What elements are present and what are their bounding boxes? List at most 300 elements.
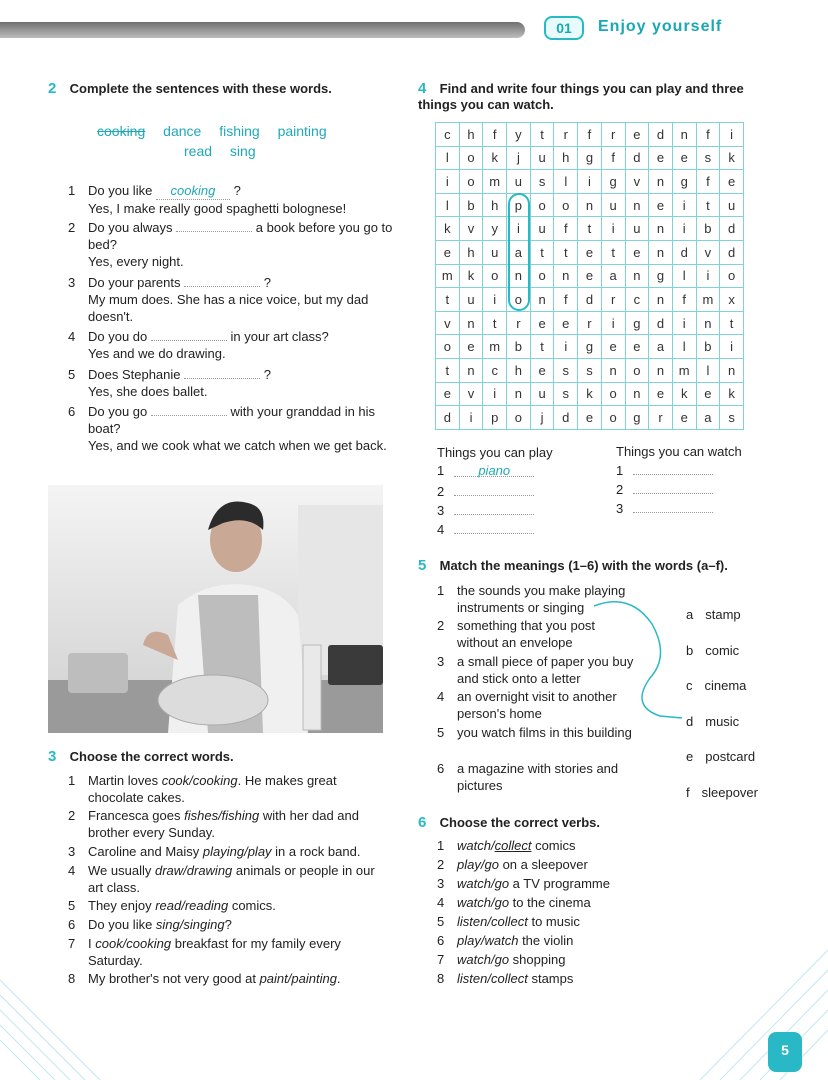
grid-cell[interactable]: e (459, 335, 483, 359)
grid-cell[interactable]: o (601, 382, 625, 406)
question-text: Do your parents (88, 275, 181, 290)
grid-cell[interactable]: p (483, 406, 507, 430)
grid-cell[interactable]: s (554, 358, 578, 382)
grid-cell[interactable]: t (530, 335, 554, 359)
grid-cell[interactable]: e (672, 146, 696, 170)
word-choice[interactable]: cook/cooking (161, 773, 238, 788)
grid-cell[interactable]: n (459, 358, 483, 382)
sentence-end: breakfast for my family every Saturday. (88, 936, 341, 968)
grid-cell[interactable]: n (649, 358, 673, 382)
item-number: 3 (437, 876, 445, 891)
grid-cell[interactable]: v (696, 240, 720, 264)
grid-cell[interactable]: n (554, 264, 578, 288)
grid-cell[interactable]: l (554, 170, 578, 194)
grid-cell[interactable]: j (507, 146, 531, 170)
grid-cell[interactable]: y (483, 217, 507, 241)
item-number: 3 (437, 654, 445, 669)
match-word[interactable] (686, 607, 741, 622)
grid-cell[interactable]: n (578, 193, 602, 217)
grid-cell[interactable]: o (507, 406, 531, 430)
grid-cell[interactable]: n (649, 217, 673, 241)
grid-cell[interactable]: t (530, 240, 554, 264)
ex2-instruction: Complete the sentences with these words. (69, 81, 332, 96)
unit-title: Enjoy yourself (598, 18, 723, 35)
answer-number: 1 (437, 463, 445, 478)
grid-cell[interactable]: o (507, 288, 531, 312)
play-answer-field[interactable]: piano (454, 463, 534, 477)
verb-option[interactable]: watch (457, 895, 491, 910)
reply-text: Yes, she does ballet. (88, 384, 208, 399)
word-choice[interactable]: read/reading (155, 898, 229, 913)
word-sing: sing (229, 143, 256, 159)
grid-cell[interactable]: c (625, 288, 649, 312)
grid-cell[interactable]: f (554, 288, 578, 312)
grid-cell[interactable]: j (530, 406, 554, 430)
match-word[interactable] (686, 678, 746, 693)
grid-cell[interactable]: u (530, 382, 554, 406)
grid-cell[interactable]: u (625, 217, 649, 241)
grid-cell[interactable]: g (578, 146, 602, 170)
word-choice[interactable]: cook/cooking (95, 936, 172, 951)
grid-cell[interactable]: o (483, 264, 507, 288)
unit-number-badge: 01 (544, 16, 584, 40)
verb-choice (437, 875, 737, 892)
grid-cell[interactable]: u (601, 193, 625, 217)
grid-cell[interactable]: f (696, 170, 720, 194)
grid-cell[interactable]: g (578, 335, 602, 359)
grid-cell[interactable]: f (554, 217, 578, 241)
item-number: 6 (68, 404, 76, 419)
verb-choice (437, 894, 737, 911)
play-answer-field[interactable] (454, 520, 534, 534)
grid-cell[interactable]: d (554, 406, 578, 430)
grid-cell[interactable]: l (436, 146, 460, 170)
ex2-item-4 (68, 328, 398, 362)
verb-option[interactable]: go (484, 857, 499, 872)
grid-cell[interactable]: o (601, 406, 625, 430)
verb-choice (437, 970, 737, 987)
verb-option[interactable]: collect (490, 914, 528, 929)
grid-cell[interactable]: b (459, 193, 483, 217)
grid-cell[interactable]: e (625, 240, 649, 264)
grid-cell[interactable]: f (696, 123, 720, 147)
grid-cell[interactable]: e (554, 311, 578, 335)
meaning-text: you watch films in this building (457, 725, 632, 740)
grid-cell[interactable]: e (625, 335, 649, 359)
grid-cell[interactable]: d (672, 240, 696, 264)
reply-text: Yes, and we cook what we catch when we get back. (88, 438, 387, 453)
grid-cell[interactable]: e (649, 146, 673, 170)
grid-cell[interactable]: c (436, 123, 460, 147)
grid-cell[interactable]: s (530, 170, 554, 194)
verb-option[interactable]: listen (457, 914, 488, 929)
item-number: 3 (68, 844, 76, 859)
grid-cell[interactable]: f (483, 123, 507, 147)
grid-cell[interactable]: n (720, 358, 744, 382)
ex2-item-5 (68, 366, 398, 400)
grid-cell[interactable]: i (672, 193, 696, 217)
answer-field[interactable] (151, 329, 227, 341)
item-number: 6 (68, 917, 76, 932)
grid-cell[interactable]: r (601, 288, 625, 312)
grid-cell[interactable]: f (578, 123, 602, 147)
item-number: 8 (437, 971, 445, 986)
grid-cell[interactable]: b (696, 217, 720, 241)
grid-cell[interactable]: p (507, 193, 531, 217)
grid-cell[interactable]: e (649, 193, 673, 217)
grid-cell[interactable]: s (554, 382, 578, 406)
ex3-heading (48, 748, 234, 765)
grid-cell[interactable]: r (507, 311, 531, 335)
grid-cell[interactable]: n (625, 382, 649, 406)
grid-cell[interactable]: d (436, 406, 460, 430)
match-word[interactable] (686, 785, 758, 800)
grid-cell[interactable]: n (459, 311, 483, 335)
grid-cell[interactable]: g (625, 311, 649, 335)
answer-number: 4 (437, 522, 445, 537)
word-letter: e (686, 749, 694, 764)
grid-cell[interactable]: t (601, 240, 625, 264)
grid-row (436, 382, 744, 406)
grid-cell[interactable]: e (625, 123, 649, 147)
grid-cell[interactable]: e (720, 170, 744, 194)
ex3-item (68, 862, 388, 896)
verb-choice (437, 837, 737, 854)
grid-cell[interactable]: a (507, 240, 531, 264)
slash: / (490, 895, 495, 910)
grid-cell[interactable]: g (649, 264, 673, 288)
grid-cell[interactable]: r (554, 123, 578, 147)
match-word[interactable] (686, 749, 755, 764)
ex3-item (68, 897, 388, 914)
grid-cell[interactable]: e (578, 264, 602, 288)
grid-cell[interactable]: d (649, 123, 673, 147)
phrase-rest: to the cinema (509, 895, 591, 910)
grid-cell[interactable]: u (459, 288, 483, 312)
grid-cell[interactable]: i (436, 170, 460, 194)
meaning-item (437, 760, 637, 794)
grid-row (436, 146, 744, 170)
grid-cell[interactable]: h (507, 358, 531, 382)
grid-cell[interactable]: n (649, 240, 673, 264)
grid-cell[interactable]: m (696, 288, 720, 312)
ex3-instruction: Choose the correct words. (69, 749, 234, 764)
play-answer-row (437, 501, 534, 518)
ex2-item-3 (68, 274, 398, 325)
grid-cell[interactable]: h (459, 123, 483, 147)
grid-cell[interactable]: o (530, 193, 554, 217)
item-number: 6 (437, 933, 445, 948)
grid-cell[interactable]: k (459, 264, 483, 288)
grid-cell[interactable]: u (483, 240, 507, 264)
ex2-item-2 (68, 219, 398, 270)
grid-cell[interactable]: n (507, 264, 531, 288)
grid-cell[interactable]: r (649, 406, 673, 430)
grid-cell[interactable]: m (483, 335, 507, 359)
grid-cell[interactable]: k (672, 382, 696, 406)
grid-cell[interactable]: i (720, 123, 744, 147)
grid-cell[interactable]: v (436, 311, 460, 335)
grid-cell[interactable]: d (578, 288, 602, 312)
grid-cell[interactable]: k (578, 382, 602, 406)
word-choice[interactable]: playing/play (202, 844, 272, 859)
item-number: 1 (437, 838, 445, 853)
grid-cell[interactable]: o (459, 146, 483, 170)
grid-cell[interactable]: d (649, 311, 673, 335)
grid-cell[interactable]: k (436, 217, 460, 241)
grid-cell[interactable]: t (696, 193, 720, 217)
grid-cell[interactable]: k (720, 382, 744, 406)
grid-cell[interactable]: a (696, 406, 720, 430)
grid-cell[interactable]: n (696, 311, 720, 335)
grid-cell[interactable]: o (625, 358, 649, 382)
verb-choice (437, 932, 737, 949)
match-word[interactable] (686, 714, 739, 729)
grid-cell[interactable]: i (601, 311, 625, 335)
verb-option[interactable]: go (494, 895, 510, 910)
grid-cell[interactable]: u (507, 170, 531, 194)
grid-cell[interactable]: m (483, 170, 507, 194)
grid-cell[interactable]: e (530, 358, 554, 382)
grid-cell[interactable]: i (720, 335, 744, 359)
word-read: read (184, 143, 213, 159)
word-choice[interactable]: draw/drawing (154, 863, 233, 878)
grid-cell[interactable]: d (720, 240, 744, 264)
answer-field[interactable] (184, 367, 260, 379)
phrase-rest: comics (531, 838, 576, 853)
ex6-item (437, 970, 737, 987)
word-fishing: fishing (219, 123, 260, 139)
answer-field[interactable] (184, 275, 260, 287)
verb-option[interactable]: play (457, 857, 481, 872)
grid-cell[interactable]: i (672, 217, 696, 241)
grid-cell[interactable]: k (483, 146, 507, 170)
grid-cell[interactable]: i (554, 335, 578, 359)
sentence-start: Francesca goes (88, 808, 185, 823)
grid-cell[interactable]: l (696, 358, 720, 382)
grid-cell[interactable]: e (530, 311, 554, 335)
phrase-rest: the violin (518, 933, 574, 948)
grid-cell[interactable]: n (530, 288, 554, 312)
answer-number: 3 (437, 503, 445, 518)
verb-option[interactable]: go (494, 876, 510, 891)
grid-cell[interactable]: h (459, 240, 483, 264)
verb-option[interactable]: go (494, 952, 510, 967)
phrase-rest: stamps (527, 971, 574, 986)
grid-cell[interactable]: o (554, 193, 578, 217)
watch-answer-field[interactable] (633, 501, 713, 513)
grid-cell[interactable]: a (601, 264, 625, 288)
ex2-heading (48, 80, 332, 97)
question-text: Do you like (88, 183, 153, 198)
grid-cell[interactable]: v (459, 217, 483, 241)
watch-answer-row (616, 463, 713, 478)
grid-cell[interactable]: a (649, 335, 673, 359)
word-choice[interactable]: paint/painting (259, 971, 337, 986)
verb-option[interactable]: watch (457, 952, 491, 967)
grid-cell[interactable]: y (507, 123, 531, 147)
grid-cell[interactable]: b (507, 335, 531, 359)
grid-cell[interactable]: l (436, 193, 460, 217)
grid-row (436, 335, 744, 359)
grid-cell[interactable]: n (625, 193, 649, 217)
grid-cell[interactable]: m (672, 358, 696, 382)
grid-cell[interactable]: d (720, 217, 744, 241)
meaning-text: something that you post without an envelope (457, 618, 596, 650)
grid-cell[interactable]: h (554, 146, 578, 170)
word-letter: c (686, 678, 693, 693)
grid-cell[interactable]: s (720, 406, 744, 430)
ex4-instruction: Find and write four things you can play and three things you can watch. (418, 81, 744, 112)
grid-cell[interactable]: o (530, 264, 554, 288)
word-cooking: cooking (97, 123, 146, 139)
grid-cell[interactable]: u (720, 193, 744, 217)
grid-cell[interactable]: t (436, 288, 460, 312)
ex5-heading (418, 557, 728, 574)
sentence (68, 897, 388, 914)
grid-cell[interactable]: d (625, 146, 649, 170)
grid-cell[interactable]: i (483, 288, 507, 312)
grid-cell[interactable]: n (601, 358, 625, 382)
grid-cell[interactable]: n (649, 170, 673, 194)
grid-cell[interactable]: r (578, 311, 602, 335)
grid-cell[interactable]: f (601, 146, 625, 170)
grid-cell[interactable]: n (649, 288, 673, 312)
ex3-item (68, 807, 388, 841)
sentence-end: . (336, 971, 341, 986)
verb-option[interactable]: watch (457, 838, 491, 853)
item-number: 2 (437, 857, 445, 872)
slash: / (480, 857, 485, 872)
grid-cell[interactable]: e (578, 240, 602, 264)
ex6-instruction: Choose the correct verbs. (439, 815, 601, 830)
grid-cell[interactable]: u (530, 146, 554, 170)
grid-cell[interactable]: e (649, 382, 673, 406)
verb-option[interactable]: listen (457, 971, 488, 986)
grid-cell[interactable]: x (720, 288, 744, 312)
question-text: Do you go (88, 404, 148, 419)
grid-cell[interactable]: e (601, 335, 625, 359)
grid-cell[interactable]: n (625, 264, 649, 288)
grid-cell[interactable]: t (578, 217, 602, 241)
sentence-start: My brother's not very good at (88, 971, 260, 986)
grid-cell[interactable]: i (601, 217, 625, 241)
ex6-item (437, 951, 737, 968)
ex6-item (437, 837, 737, 854)
grid-cell[interactable]: g (625, 406, 649, 430)
verb-option[interactable]: watch (484, 933, 519, 948)
sentence (68, 843, 388, 860)
verb-option[interactable]: watch (457, 876, 491, 891)
reply-text: Yes, every night. (88, 254, 184, 269)
word-choice[interactable]: fishes/fishing (184, 808, 260, 823)
grid-cell[interactable]: i (578, 170, 602, 194)
grid-cell[interactable]: e (436, 382, 460, 406)
verb-option[interactable]: collect (490, 971, 528, 986)
slash: / (487, 971, 491, 986)
verb-choice (437, 913, 737, 930)
grid-cell[interactable]: e (578, 406, 602, 430)
sentence (68, 772, 388, 806)
grid-cell[interactable]: r (601, 123, 625, 147)
grid-cell[interactable]: c (483, 358, 507, 382)
grid-cell[interactable]: l (672, 264, 696, 288)
grid-cell[interactable]: n (672, 123, 696, 147)
grid-cell[interactable]: i (483, 382, 507, 406)
grid-cell[interactable]: m (436, 264, 460, 288)
grid-cell[interactable]: i (696, 264, 720, 288)
verb-choice (437, 951, 737, 968)
watch-answer-field[interactable] (633, 463, 713, 475)
grid-cell[interactable]: b (696, 335, 720, 359)
word-choice[interactable]: sing/singing (155, 917, 225, 932)
meaning-text: the sounds you make playing instruments or singing (457, 583, 626, 615)
grid-cell[interactable]: v (459, 382, 483, 406)
grid-cell[interactable]: f (672, 288, 696, 312)
slash: / (490, 876, 495, 891)
play-answer-field[interactable] (454, 501, 534, 515)
grid-cell[interactable]: i (507, 217, 531, 241)
grid-cell[interactable]: i (459, 406, 483, 430)
slash: / (490, 952, 495, 967)
ex2-item-1 (68, 182, 398, 217)
grid-cell[interactable]: o (436, 335, 460, 359)
grid-cell[interactable]: n (507, 382, 531, 406)
watch-answer-field[interactable] (633, 482, 713, 494)
answer-field[interactable] (176, 220, 252, 232)
grid-cell[interactable]: l (672, 335, 696, 359)
grid-cell[interactable]: i (672, 311, 696, 335)
grid-cell[interactable]: s (696, 146, 720, 170)
item-number: 8 (68, 971, 76, 986)
play-answer-field[interactable] (454, 482, 534, 496)
grid-cell[interactable]: t (530, 123, 554, 147)
grid-row (436, 358, 744, 382)
ex2-word-box (97, 123, 387, 139)
answer-field[interactable]: cooking (156, 182, 230, 200)
match-word[interactable] (686, 643, 739, 658)
item-number: 1 (68, 183, 76, 198)
grid-cell[interactable]: e (672, 406, 696, 430)
grid-cell[interactable]: u (530, 217, 554, 241)
grid-cell[interactable]: v (625, 170, 649, 194)
grid-cell[interactable]: o (720, 264, 744, 288)
verb-option[interactable]: play (457, 933, 481, 948)
grid-cell[interactable]: e (696, 382, 720, 406)
grid-cell[interactable]: k (720, 146, 744, 170)
ex6-item (437, 894, 737, 911)
grid-cell[interactable]: g (601, 170, 625, 194)
grid-cell[interactable]: t (554, 240, 578, 264)
grid-cell[interactable]: e (436, 240, 460, 264)
meaning-text: a magazine with stories and pictures (457, 761, 619, 793)
grid-cell[interactable]: t (483, 311, 507, 335)
grid-cell[interactable]: t (436, 358, 460, 382)
slash: / (487, 914, 491, 929)
verb-option[interactable]: collect (494, 838, 532, 853)
grid-cell[interactable]: g (672, 170, 696, 194)
ex3-item (68, 916, 388, 933)
grid-cell[interactable]: h (483, 193, 507, 217)
corner-decoration-right (700, 930, 828, 1080)
item-number: 4 (437, 689, 445, 704)
grid-cell[interactable]: o (459, 170, 483, 194)
grid-cell[interactable]: s (578, 358, 602, 382)
question-text: Do you always (88, 220, 173, 235)
grid-cell[interactable]: t (720, 311, 744, 335)
answer-field[interactable] (151, 404, 227, 416)
ex6-item (437, 875, 737, 892)
